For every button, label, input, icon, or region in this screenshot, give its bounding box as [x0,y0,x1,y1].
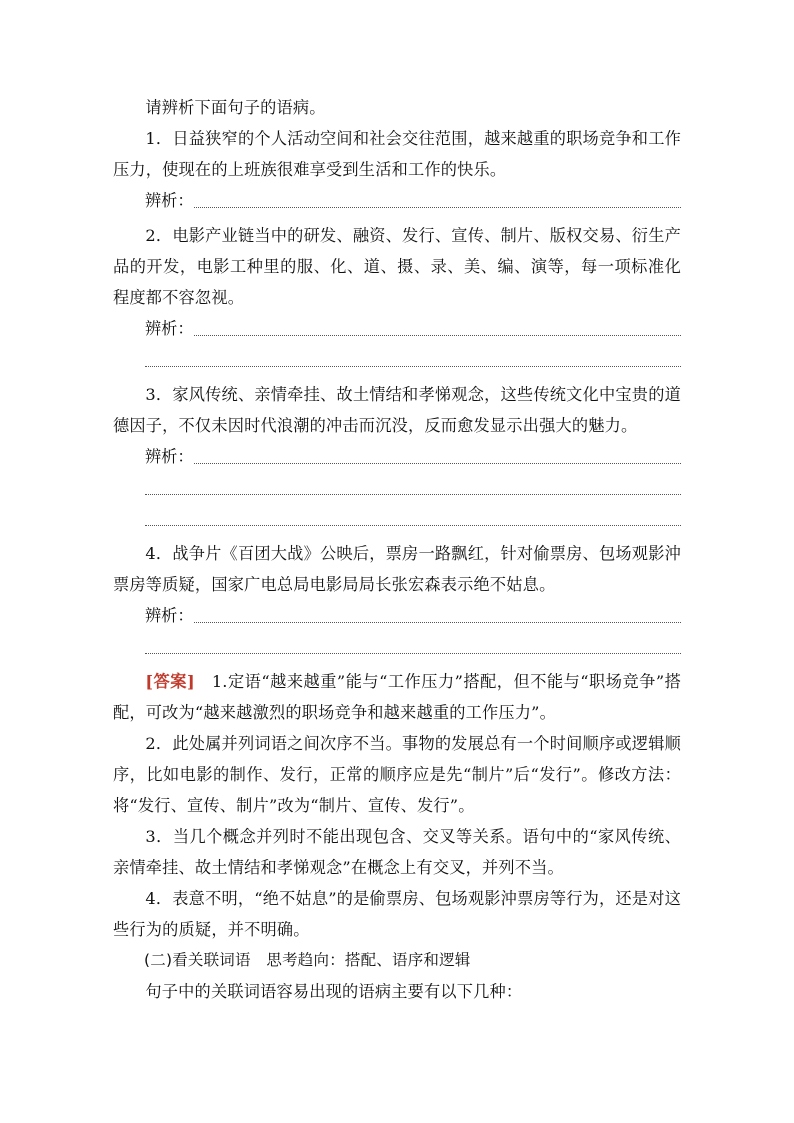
answer-line-q3[interactable] [113,441,681,472]
answer-3: 3．当几个概念并列时不能出现包含、交叉等关系。语句中的“家风传统、亲情牵挂、故土情结和孝悌观念”在概念上有交叉，并列不当。 [113,827,681,877]
dotted-line [194,207,681,208]
bianxi-label: 辨析： [145,606,194,625]
question-3: 3．家风传统、亲情牵挂、故土情结和孝悌观念，这些传统文化中宝贵的道德因子，不仅未因时代浪潮的冲击而沉没，反而愈发显示出强大的魅力。 [113,385,681,435]
answer-line-q3-extra-1[interactable] [145,472,681,503]
bianxi-label: 辨析： [145,319,194,338]
answer-line-q3-extra-2[interactable] [145,503,681,534]
bianxi-label: 辨析： [145,447,194,466]
answer-2: 2．此处属并列词语之间次序不当。事物的发展总有一个时间顺序或逻辑顺序，比如电影的制作、发行，正常的顺序应是先“制片”后“发行”。修改方法：将“发行、宣传、制片”改为“制片、宣传、发行”。 [113,734,681,815]
section-title: (二)看关联词语 思考趋向：搭配、语序和逻辑 [144,951,471,969]
question-2: 2．电影产业链当中的研发、融资、发行、宣传、制片、版权交易、衍生产品的开发，电影工种里的服、化、道、摄、录、美、编、演等，每一项标准化程度都不容忽视。 [113,226,681,307]
answer-1 [113,666,681,728]
dotted-line [194,335,681,336]
answer-tag: [答案] [145,672,195,691]
answer-1-text: 1.定语“越来越重”能与“工作压力”搭配，但不能与“职场竞争”搭配，可改为“越来越激烈的职场竞争和越来越重的工作压力”。 [113,672,681,722]
document-page [113,92,681,1007]
answer-line-q4[interactable] [113,600,681,631]
answer-line-q1[interactable] [113,185,681,216]
section-intro: 句子中的关联词语容易出现的语病主要有以下几种： [145,982,523,1001]
intro-text: 请辨析下面句子的语病。 [145,98,326,117]
answer-4: 4．表意不明，“绝不姑息”的是偷票房、包场观影沖票房等行为，还是对这些行为的质疑，并不明确。 [113,889,681,939]
question-1: 1．日益狭窄的个人活动空间和社会交往范围，越来越重的职场竞争和工作压力，使现在的上班族很难享受到生活和工作的快乐。 [113,129,681,179]
dotted-line [194,463,681,464]
bianxi-label: 辨析： [145,191,194,210]
answer-line-q2[interactable] [113,313,681,344]
dotted-line [194,622,681,623]
question-4: 4．战争片《百团大战》公映后，票房一路飘红，针对偷票房、包场观影沖票房等质疑，国家广电总局电影局局长张宏森表示绝不姑息。 [113,544,681,594]
answer-line-q4-extra[interactable] [145,631,681,662]
answer-line-q2-extra[interactable] [145,344,681,375]
